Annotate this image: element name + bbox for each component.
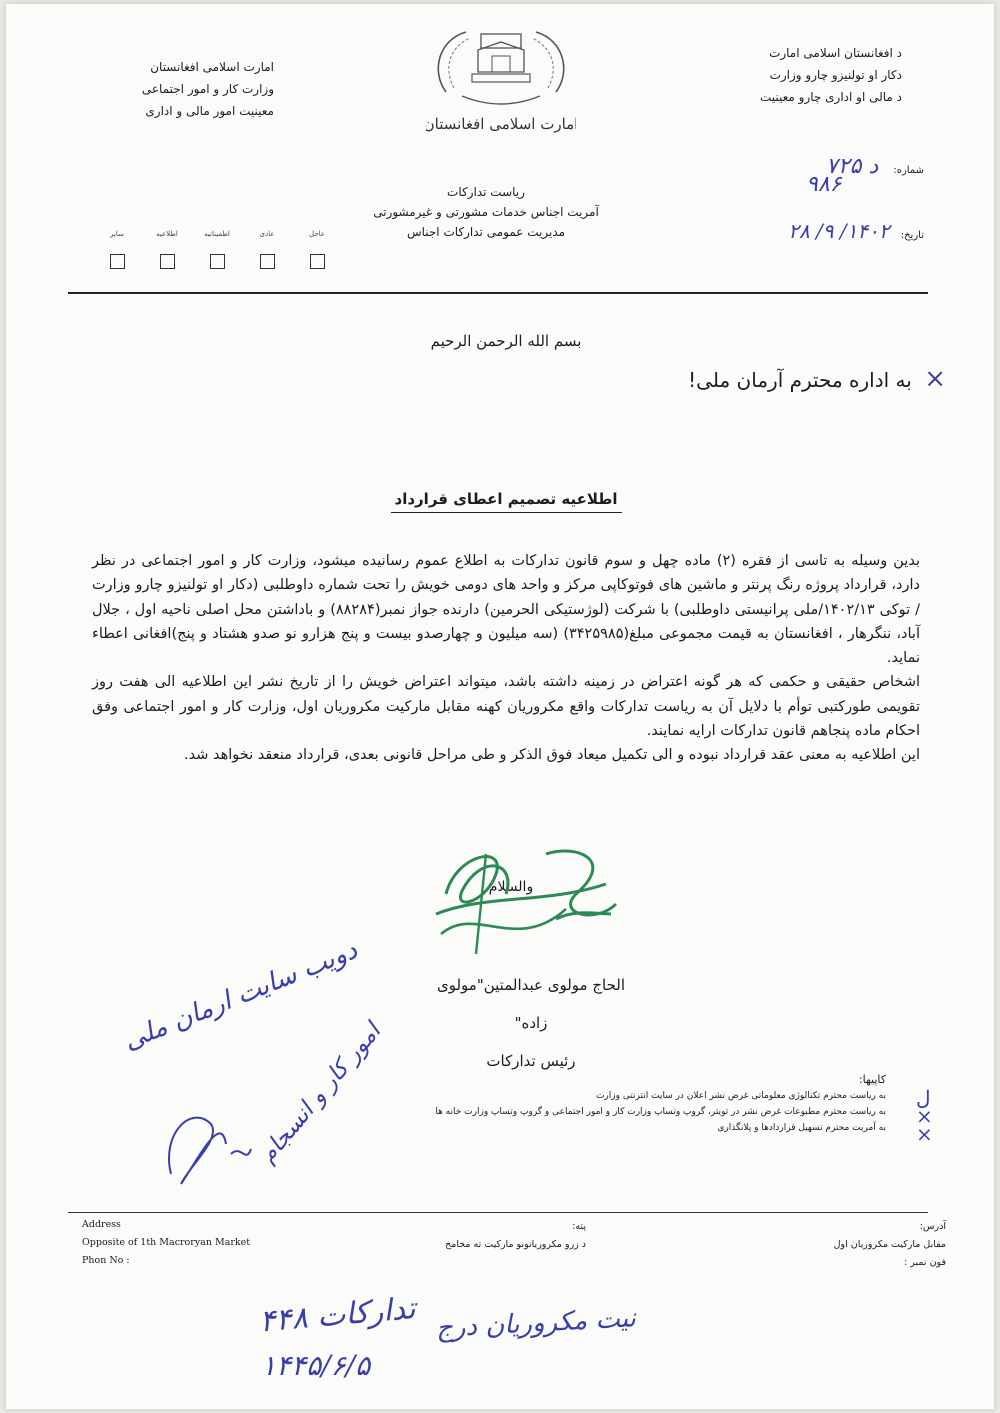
check-mark-icon: ﻝ: [916, 1086, 931, 1110]
checkbox-box[interactable]: [210, 254, 225, 269]
checkbox-box[interactable]: [110, 254, 125, 269]
date-value: ۱۴۰۲/ ۹/ ۲۸: [788, 219, 890, 243]
handwritten-note-2: امور کار و انسجام: [254, 1018, 386, 1169]
handwritten-initials: [151, 1094, 271, 1194]
emblem-logo: [426, 22, 576, 134]
paragraph-2: اشخاص حقیقی و حکمی که هر گونه اعتراض در زمینه داشته باشد، میتواند اعتراض خویش را از تاریخ نشر این اطلاعیه الی هفت روز تقویمی طورکتبی توأم با دلایل آن به ریاست تدارکات واقع مکروریان کهنه مقابل مارکیت مکروریان اول، وزارت کار و امور اجتماعی وفق احکام ماده پنجاهم قانون تدارکات ارایه نمایند.: [92, 674, 920, 740]
checkbox-other[interactable]: [92, 230, 142, 269]
closing: والسلام: [488, 879, 534, 895]
footer-dari-label: آدرس:: [919, 1221, 946, 1232]
copies-block: [386, 1072, 886, 1136]
checkbox-urgent[interactable]: [292, 230, 342, 269]
footer-pashto: [396, 1218, 586, 1254]
footer-pashto-label: پته:: [572, 1221, 586, 1232]
header-center-line1: ریاست تدارکات: [447, 185, 525, 199]
footer-pashto-address: د زرو مکروریانونو مارکیت ته مخامخ: [445, 1239, 586, 1250]
x-mark-icon: ×: [916, 1122, 933, 1146]
signatory-block: [426, 966, 636, 1080]
document-body: [92, 549, 920, 768]
footer-address-label: Address: [82, 1219, 121, 1230]
footer-english: [82, 1216, 322, 1270]
header-right-line3: د مالی او اداری چارو معینیت: [759, 90, 902, 104]
number-value: د ۷۲۵: [826, 154, 879, 179]
checkbox-label: سایر: [110, 230, 124, 238]
addressee: [606, 364, 946, 394]
footer-dari: [786, 1218, 946, 1272]
footer-dari-address: مقابل مارکیت مکروریان اول: [833, 1239, 946, 1250]
x-mark-icon: ×: [916, 1104, 933, 1128]
header-divider: [68, 292, 928, 294]
handwritten-bottom-3: ۱۴۴۵/۶/۵: [261, 1349, 371, 1382]
checkbox-box[interactable]: [310, 254, 325, 269]
checkbox-assurance[interactable]: [192, 230, 242, 269]
header-left-line3: معینیت امور مالی و اداری: [145, 104, 274, 118]
signature-image: [426, 834, 626, 964]
x-mark-icon: ×: [924, 364, 946, 394]
basmala: بسم الله الرحمن الرحیم: [430, 332, 582, 350]
handwritten-note-1: دویب سایت ارمان ملی: [119, 935, 362, 1057]
number-value-2: ۹۸۶: [806, 172, 842, 197]
header-center-line3: مدیریت عمومی تدارکات اجناس: [406, 225, 566, 239]
paragraph-3: این اطلاعیه به معنی عقد قرارداد نبوده و الی تکمیل میعاد فوق الذکر و طی مراحل قانونی بعدی، قرارداد منعقد نخواهد شد.: [184, 747, 920, 764]
header-right-block: [706, 42, 902, 108]
document-page: [6, 4, 994, 1409]
checkbox-normal[interactable]: [242, 230, 292, 269]
document-title-text: اطلاعیه تصمیم اعطای قرارداد: [391, 490, 622, 513]
number-label: شماره:: [893, 165, 924, 176]
copy-item: به آمریت محترم تسهیل قراردادها و پلانگذاری: [717, 1123, 886, 1133]
footer-phone: Phon No :: [82, 1255, 130, 1266]
document-title: [306, 489, 706, 508]
footer-divider: [68, 1212, 928, 1213]
handwritten-bottom-2: نیت مکروریان درج: [435, 1303, 637, 1344]
date-label: تاریخ:: [900, 230, 924, 241]
header-center-block: [351, 182, 621, 242]
copy-check-marks: [916, 1086, 956, 1146]
copies-label: کاپیها:: [858, 1073, 886, 1086]
checkbox-label: اطلاعیه: [156, 230, 178, 238]
emblem-text: امارت اسلامی افغانستان: [426, 115, 576, 133]
emblem-icon: [426, 22, 576, 134]
checkbox-label: عاجل: [309, 230, 325, 238]
signatory-title: رئیس تدارکات: [486, 1052, 576, 1070]
date-field: [726, 219, 924, 243]
signature-icon: [426, 834, 626, 964]
addressee-text: به اداره محترم آرمان ملی!: [688, 368, 912, 392]
footer-dari-phone: فون نمبر :: [904, 1257, 946, 1268]
header-right-line2: دکار او تولنیزو چارو وزارت: [769, 68, 902, 82]
paragraph-1: بدین وسیله به تاسی از فقره (۲) ماده چهل و سوم قانون تدارکات به اطلاع عموم رسانیده میشود، وزارت کار و امور اجتماعی در نظر دارد، قرارداد پروژه رنگ پرنتر و ماشین های فوتوکاپی مرکز و واحد های دومی خویش را تحت شماره داوطلبی (دکار او تولنیزو چارو وزارت / توکی ۱۴۰۲/۱۳/ملی پرانیستی داوطلبی) با شرکت (لوژستیکی الحرمین) دارنده جواز نمبر(۸۸۲۸۴) و باداشتن محل اصلی ناحیه اول ، جلال آباد، ننگرهار ، افغانستان به قیمت مجموعی مبلغ(۳۴۲۵۹۸۵) (سه میلیون و چهارصدو بیست و پنج هزارو نو صدو هشتاد و پنج)افغانی اعطاء نماید.: [92, 553, 920, 667]
header-left-block: [96, 56, 274, 122]
signatory-name: الحاج مولوی عبدالمتین"مولوی زاده": [436, 976, 626, 1032]
checkbox-notice[interactable]: [142, 230, 192, 269]
header-center-line2: آمریت اجناس خدمات مشورتی و غیرمشورتی: [373, 205, 599, 219]
header-left-line1: امارت اسلامی افغانستان: [150, 60, 274, 74]
header-right-line1: د افغانستان اسلامی امارت: [769, 46, 902, 60]
copy-item: به ریاست محترم مطبوعات غرض نشر در تویتر، گروپ وتساپ وزارت کار و امور اجتماعی و گروپ وتساپ وزارت خانه ها: [435, 1107, 886, 1117]
footer-address: Opposite of 1th Macroryan Market: [82, 1237, 251, 1248]
checkbox-label: اطمینانیه: [204, 230, 230, 238]
initials-icon: [151, 1094, 271, 1194]
checkbox-label: عادی: [259, 230, 275, 238]
handwritten-bottom-1: تدارکات ۴۴۸: [258, 1290, 417, 1340]
priority-checkboxes: [92, 230, 342, 269]
checkbox-box[interactable]: [160, 254, 175, 269]
checkbox-box[interactable]: [260, 254, 275, 269]
copy-item: به ریاست محترم تکنالوژی معلوماتی غرض نشر اعلان در سایت انترنتی وزارت: [595, 1091, 886, 1101]
header-left-line2: وزارت کار و امور اجتماعی: [141, 82, 274, 96]
